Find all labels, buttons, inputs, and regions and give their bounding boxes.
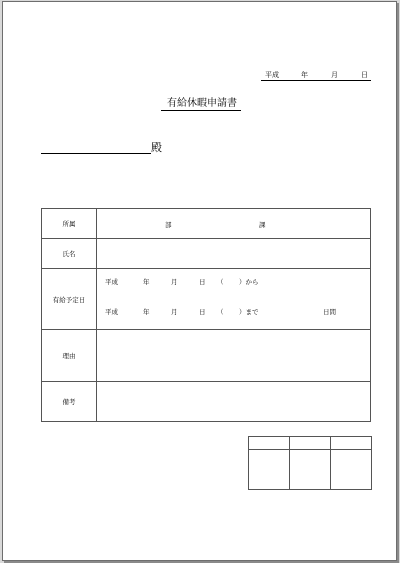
stamp-cell[interactable] (249, 450, 290, 490)
recipient-suffix: 殿 (151, 141, 162, 154)
document-page (2, 1, 397, 561)
dept-unit: 部 (165, 220, 172, 229)
name-row (42, 239, 371, 269)
name-value-cell[interactable] (97, 239, 371, 269)
start-weekday-close: ）から (239, 278, 259, 286)
start-era: 平成 (105, 278, 118, 286)
leave-form-table (41, 208, 371, 422)
remarks-value-cell[interactable] (97, 382, 371, 422)
name-label: 氏名 (42, 239, 97, 269)
reason-row (42, 330, 371, 382)
application-date (261, 70, 371, 81)
start-weekday-open: （ (217, 278, 224, 286)
date-year: 年 (301, 71, 308, 79)
stamp-header-cell (249, 437, 290, 450)
end-date-line (97, 307, 367, 317)
stamp-header-cell (331, 437, 372, 450)
page-title (161, 94, 241, 111)
dept-label: 所属 (42, 209, 97, 239)
reason-label: 理由 (42, 330, 97, 382)
approval-stamp-table (248, 436, 372, 490)
date-day: 日 (361, 71, 368, 79)
date-era: 平成 (265, 71, 279, 79)
recipient-line (41, 152, 151, 154)
end-weekday-close: ）まで (239, 308, 259, 316)
schedule-row (42, 269, 371, 330)
dept-value-cell[interactable] (97, 209, 371, 239)
stamp-cell[interactable] (290, 450, 331, 490)
end-day: 日 (199, 308, 206, 316)
duration-unit: 日間 (323, 308, 336, 316)
stamp-body-row (249, 450, 372, 490)
end-year: 年 (143, 308, 150, 316)
start-month: 月 (171, 278, 178, 286)
stamp-header-row (249, 437, 372, 450)
remarks-label: 備考 (42, 382, 97, 422)
end-month: 月 (171, 308, 178, 316)
dept-row (42, 209, 371, 239)
schedule-label: 有給予定日 (42, 269, 97, 330)
start-date-line (97, 277, 367, 287)
remarks-row (42, 382, 371, 422)
page-title-text: 有給休暇申請書 (167, 98, 237, 109)
stamp-cell[interactable] (331, 450, 372, 490)
section-unit: 課 (259, 220, 266, 229)
date-month: 月 (331, 71, 338, 79)
end-weekday-open: （ (217, 308, 224, 316)
reason-value-cell[interactable] (97, 330, 371, 382)
stamp-header-cell (290, 437, 331, 450)
schedule-value-cell[interactable] (97, 269, 371, 330)
start-year: 年 (143, 278, 150, 286)
start-day: 日 (199, 278, 206, 286)
end-era: 平成 (105, 308, 118, 316)
